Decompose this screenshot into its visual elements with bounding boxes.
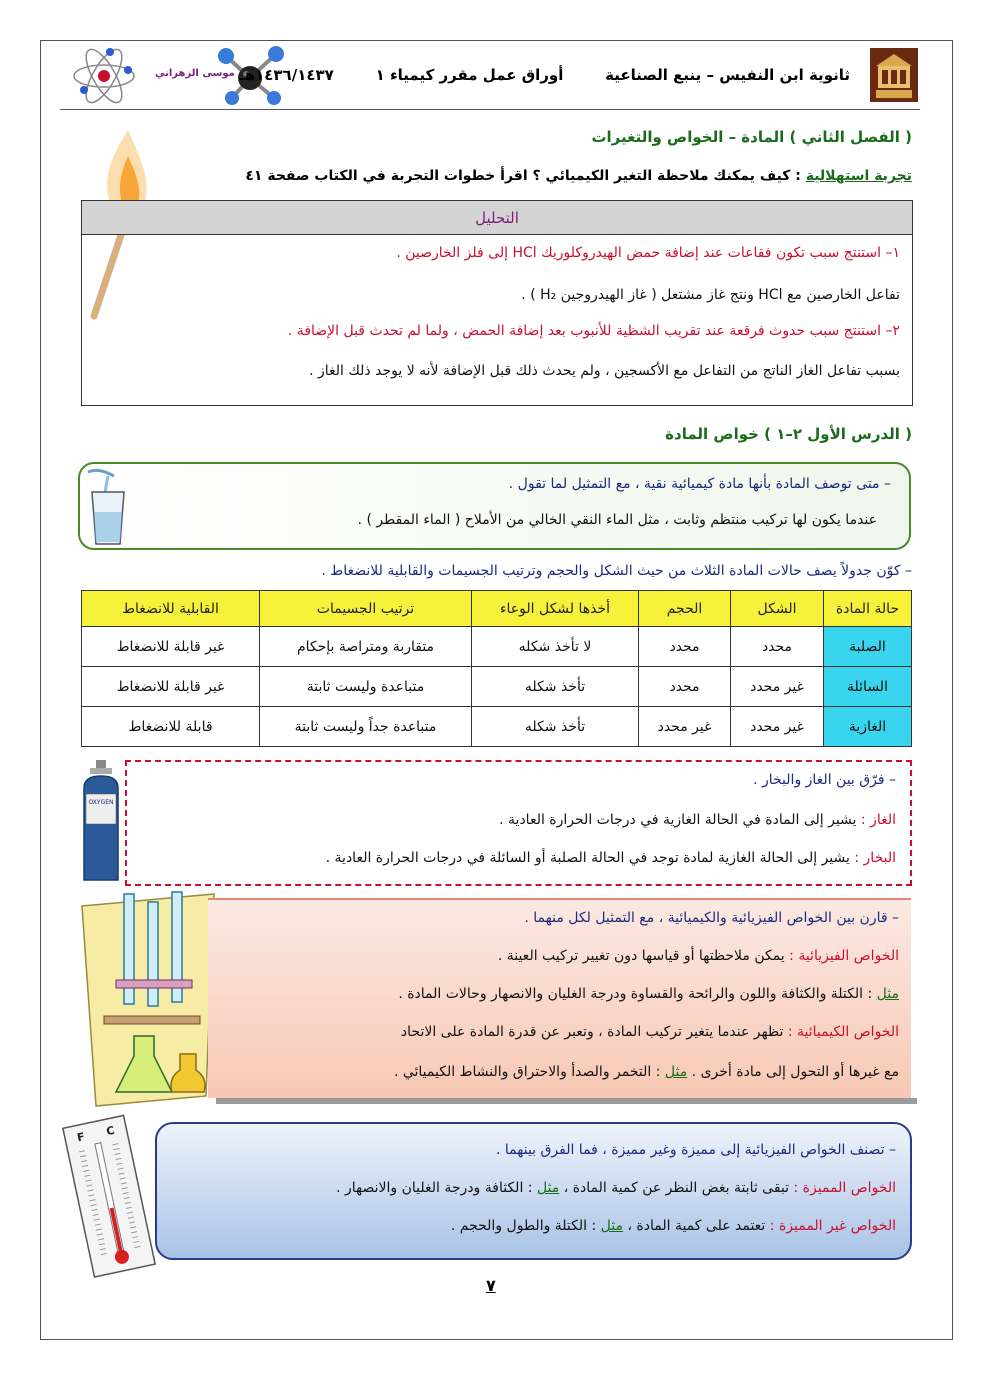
example-label: مثل (664, 1064, 688, 1080)
extensive-text: تعتمد على كمية المادة ، (627, 1218, 766, 1234)
example-label: مثل (876, 986, 899, 1002)
extensive-label: الخواص غير المميزة : (769, 1218, 896, 1234)
page-header (60, 44, 920, 110)
extensive-example: : الكتلة والطول والحجم . (450, 1218, 597, 1234)
chapter-title: ( الفصل الثاني ) المادة – الخواص والتغيرات (591, 128, 912, 146)
atom-icon (70, 46, 138, 106)
extensive-intensive-box (155, 1122, 912, 1260)
table-cell: الغازية (824, 707, 912, 747)
table-cell: قابلة للانضغاط (82, 707, 260, 747)
experiment-text: : كيف يمكنك ملاحظة التغير الكيميائي ؟ اقرأ خطوات التجربة في الكتاب صفحة ٤١ (245, 168, 801, 184)
gas-label: الغاز : (860, 812, 896, 828)
vapor-label: البخار : (854, 850, 896, 866)
table-row (82, 627, 912, 667)
school-logo-icon (868, 46, 920, 104)
lesson-title: ( الدرس الأول ٢–١ ) خواص المادة (665, 425, 912, 443)
intensive-text: تبقى ثابتة بغض النظر عن كمية المادة ، (563, 1180, 790, 1196)
table-cell: متباعدة جداً وليست ثابتة (260, 707, 472, 747)
header-title (240, 66, 850, 84)
gas-text: يشير إلى المادة في الحالة الغازية في درجات الحرارة العادية . (499, 812, 857, 828)
table-cell: السائلة (824, 667, 912, 707)
properties-question: – قارن بين الخواص الفيزيائية والكيميائية ، مع التمثيل لكل منهما . (524, 910, 899, 926)
extensive-question: – تصنف الخواص الفيزيائية إلى مميزة وغير مميزة ، فما الفرق بينهما . (496, 1142, 896, 1158)
physical-example-text: : الكتلة والكثافة واللون والرائحة والقساوة ودرجة الغليان والانصهار وحالات المادة . (398, 986, 873, 1002)
school-name: ثانوية ابن النفيس – ينبع الصناعية (605, 66, 850, 84)
table-cell: محدد (639, 627, 731, 667)
analysis-question-2: ٢– استنتج سبب حدوث فرقعة عند تقريب الشظية للأنبوب بعد إضافة الحمض ، ولما لم تحدث قبل الإضافة . (287, 323, 900, 339)
analysis-answer-1: تفاعل الخارصين مع HCl ونتج غاز مشتعل ( غاز الهيدروجين H₂ ) . (521, 287, 900, 303)
table-cell: غير محدد (639, 707, 731, 747)
table-header-cell: أخذها لشكل الوعاء (472, 591, 639, 627)
worksheet-title: أوراق عمل مقرر كيمياء ١ (375, 66, 564, 84)
table-header-cell: ترتيب الجسيمات (260, 591, 472, 627)
academic-year: ١٤٣٦/١٤٣٧هـ (239, 66, 334, 84)
water-glass-icon (84, 466, 132, 548)
table-header-cell: الحجم (639, 591, 731, 627)
thermometer-icon (62, 1112, 158, 1280)
table-header-cell: الشكل (731, 591, 824, 627)
chemical-properties (401, 1024, 899, 1040)
analysis-question-1: ١– استنتج سبب تكون فقاعات عند إضافة حمض الهيدروكلوريك HCl إلى فلز الخارصين . (396, 245, 900, 261)
gas-cylinder-icon (78, 758, 124, 886)
vapor-definition (326, 850, 896, 866)
table-header-cell: القابلية للانضغاط (82, 591, 260, 627)
analysis-answer-2: بسبب تفاعل الغاز الناتج من التفاعل مع الأكسجين ، ولم يحدث ذلك قبل الإضافة لأنه لا يوجد ذلك الغاز . (309, 363, 900, 379)
table-cell: متقاربة ومتراصة بإحكام (260, 627, 472, 667)
chemical-label: الخواص الكيميائية : (787, 1024, 899, 1040)
chemical-example-text: : التخمر والصدأ والاحتراق والنشاط الكيميائي . (393, 1064, 661, 1080)
states-of-matter-table (81, 590, 912, 747)
table-cell: محدد (731, 627, 824, 667)
chemical-text-2: مع غيرها أو التحول إلى مادة أخرى . (691, 1064, 899, 1080)
launch-experiment (122, 168, 912, 184)
vapor-text: يشير إلى الحالة الغازية لمادة توجد في الحالة الصلبة أو السائلة في درجات الحرارة العادية . (325, 850, 850, 866)
table-header-row (82, 591, 912, 627)
physical-label: الخواص الفيزيائية : (789, 948, 899, 964)
table-cell: الصلبة (824, 627, 912, 667)
intensive-example: : الكثافة ودرجة الغليان والانصهار . (336, 1180, 533, 1196)
analysis-heading: التحليل (82, 201, 912, 235)
table-cell: متباعدة وليست ثابتة (260, 667, 472, 707)
lab-glassware-icon (76, 886, 220, 1112)
table-cell: غير قابلة للانضغاط (82, 627, 260, 667)
chemical-text: تظهر عندما يتغير تركيب المادة ، وتعبر عن قدرة المادة على الاتحاد (400, 1024, 784, 1040)
intensive-properties (336, 1180, 896, 1196)
table-cell: لا تأخذ شكله (472, 627, 639, 667)
table-cell: غير قابلة للانضغاط (82, 667, 260, 707)
physical-properties (498, 948, 899, 964)
chemical-example (394, 1064, 899, 1080)
pure-substance-question: – متى توصف المادة بأنها مادة كيميائية نقية ، مع التمثيل لما تقول . (508, 476, 891, 492)
table-cell: غير محدد (731, 667, 824, 707)
intensive-label: الخواص المميزة : (793, 1180, 896, 1196)
extensive-properties (451, 1218, 896, 1234)
celsius-label: C (105, 1123, 116, 1139)
properties-box (208, 898, 911, 1098)
author-name: موسى الزهراني (155, 68, 235, 79)
table-cell: تأخذ شكله (472, 707, 639, 747)
page-number: ٧ (486, 1276, 496, 1295)
cylinder-label: OXYGEN (88, 799, 114, 806)
example-label: مثل (600, 1218, 623, 1234)
pure-substance-answer: عندما يكون لها تركيب منتظم وثابت ، مثل الماء النقي الخالي من الأملاح ( الماء المقطر ) . (357, 512, 877, 528)
table-row (82, 707, 912, 747)
fahrenheit-label: F (75, 1130, 86, 1145)
table-cell: غير محدد (731, 707, 824, 747)
gas-definition (499, 812, 896, 828)
analysis-box (81, 200, 913, 406)
gas-vapor-box (125, 760, 912, 886)
table-header-cell: حالة المادة (824, 591, 912, 627)
table-cell: محدد (639, 667, 731, 707)
example-label: مثل (536, 1180, 560, 1196)
table-row (82, 667, 912, 707)
table-cell: تأخذ شكله (472, 667, 639, 707)
physical-text: يمكن ملاحظتها أو قياسها دون تغيير تركيب العينة . (497, 948, 785, 964)
gas-vapor-question: – فرّق بين الغاز والبخار . (753, 772, 896, 788)
experiment-label: تجربة استهلالية (805, 168, 912, 184)
physical-example (398, 986, 899, 1002)
pure-substance-box (78, 462, 911, 550)
states-question: – كوّن جدولاً يصف حالات المادة الثلاث من حيث الشكل والحجم وترتيب الجسيمات والقابلية للانضغاط . (321, 563, 912, 579)
